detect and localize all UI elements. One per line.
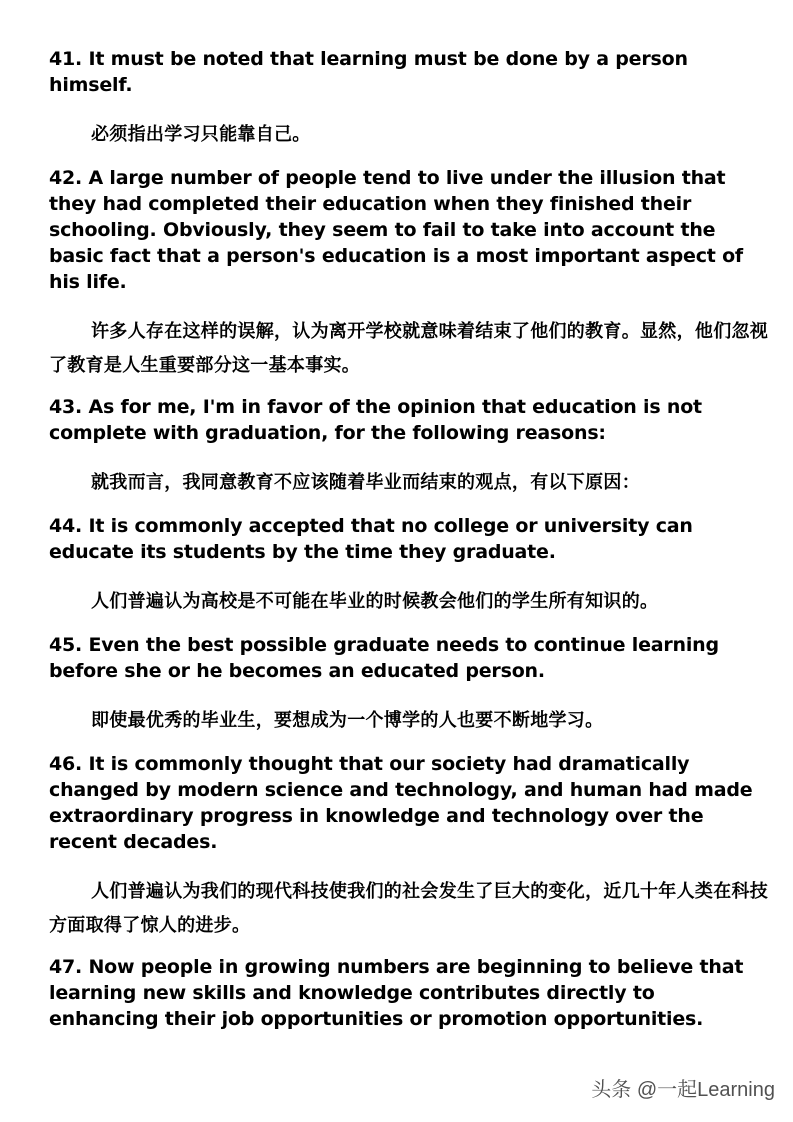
english-sentence: 47. Now people in growing numbers are beginning to believe that learning new skills and knowledge contributes directly to enhancing their job opportunities or promotion opportunities. — [49, 956, 744, 1030]
watermark: 头条 @一起Learning — [591, 1079, 775, 1101]
document-page — [49, 46, 769, 1052]
english-sentence: 42. A large number of people tend to live under the illusion that they had completed their education when they finished their schooling. Obviously, they seem to fail to take into account the basic fact that a person's education is a most important aspect of his life. — [49, 167, 743, 293]
english-sentence: 45. Even the best possible graduate needs to continue learning before she or he becomes an educated person. — [49, 634, 719, 682]
chinese-translation: 即使最优秀的毕业生，要想成为一个博学的人也要不断地学习。 — [91, 710, 604, 731]
chinese-translation: 就我而言，我同意教育不应该随着毕业而结束的观点，有以下原因： — [91, 472, 640, 493]
sentence-42 — [49, 165, 769, 383]
english-sentence: 44. It is commonly accepted that no college or university can educate its students by the time they graduate. — [49, 515, 693, 563]
chinese-translation: 许多人存在这样的误解，认为离开学校就意味着结束了他们的教育。显然，他们忽视了教育是人生重要部分这一基本事实。 — [49, 321, 769, 376]
sentence-45 — [49, 632, 769, 738]
chinese-translation: 人们普遍认为高校是不可能在毕业的时候教会他们的学生所有知识的。 — [91, 591, 659, 612]
sentence-43 — [49, 394, 769, 500]
sentence-47 — [49, 954, 769, 1032]
english-sentence: 46. It is commonly thought that our society had dramatically changed by modern science and technology, and human had made extraordinary progress in knowledge and technology over the recent decades. — [49, 753, 753, 853]
sentence-41 — [49, 46, 769, 152]
chinese-translation: 必须指出学习只能靠自己。 — [91, 124, 311, 145]
english-sentence: 41. It must be noted that learning must be done by a person himself. — [49, 48, 688, 96]
sentence-46 — [49, 751, 769, 943]
english-sentence: 43. As for me, I'm in favor of the opinion that education is not complete with graduation, for the following reasons: — [49, 396, 702, 444]
sentence-44 — [49, 513, 769, 619]
chinese-translation: 人们普遍认为我们的现代科技使我们的社会发生了巨大的变化，近几十年人类在科技方面取得了惊人的进步。 — [49, 881, 769, 936]
